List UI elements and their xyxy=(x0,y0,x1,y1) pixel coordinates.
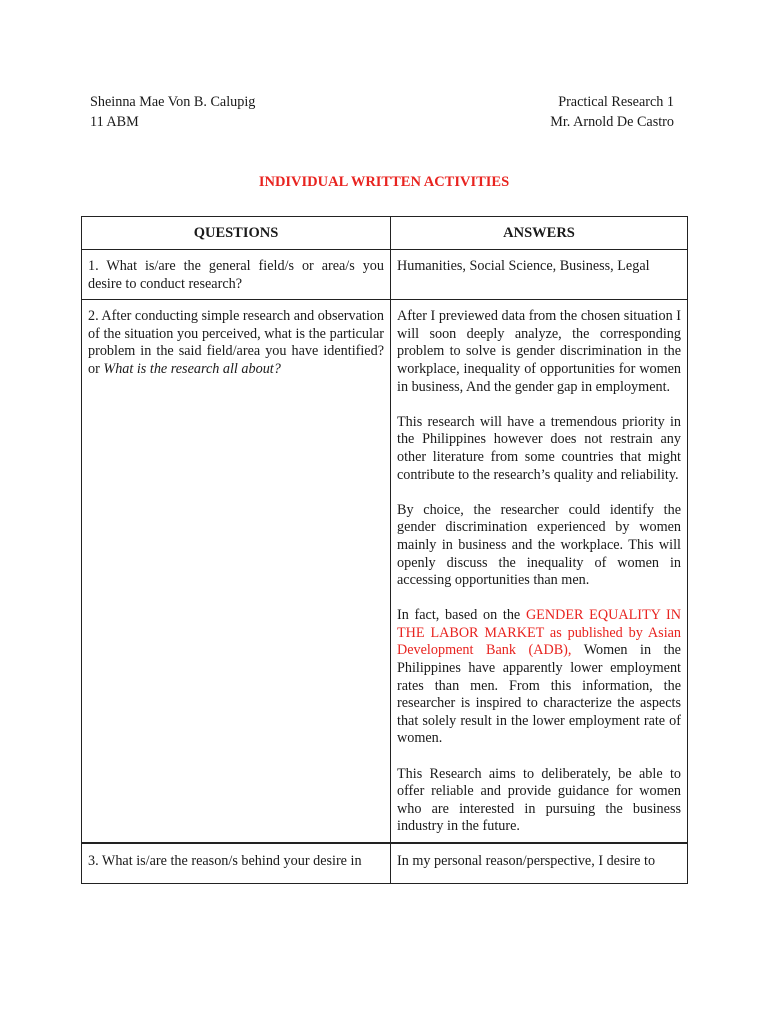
student-name: Sheinna Mae Von B. Calupig xyxy=(90,94,256,110)
answer-text: In fact, based on the xyxy=(397,607,521,624)
table-row xyxy=(82,300,688,843)
answer-paragraph: This Research aims to deliberately, be able to offer reliable and provide guidance for women who are interested in pursuing the business industry in the future. xyxy=(397,765,681,835)
answer-text: Women in the Philippines have apparently lower employment rates than men. From this information, the researcher is inspired to characterize the aspects that solely result in the lower employment rate of women. xyxy=(397,642,681,747)
answer-cell xyxy=(391,300,688,843)
answer-paragraph: This research will have a tremendous priority in the Philippines however does not restrain any other literature from some countries that might contribute to the research’s quality and reliability. xyxy=(397,413,681,483)
question-cell xyxy=(82,300,391,843)
answer-paragraph: After I previewed data from the chosen situation I will soon deeply analyze, the corresponding problem to solve is gender discrimination in the workplace, inequality of opportunities for women in business, And the gender gap in employment. xyxy=(397,308,681,395)
answer-cell xyxy=(391,843,688,884)
document-title: INDIVIDUAL WRITTEN ACTIVITIES xyxy=(258,174,510,190)
table-header-row xyxy=(82,217,688,250)
question-text: 2. After conducting simple research and observation of the situation you perceived, what is the particular problem in the said field/area you have identified? or xyxy=(88,308,384,377)
report-title-highlight: GENDER EQUALITY IN THE LABOR MARKET xyxy=(397,607,682,641)
header-right xyxy=(550,92,674,132)
student-section: 11 ABM xyxy=(90,114,139,130)
question-cell xyxy=(82,843,391,884)
question-italic-text: What is the research all about? xyxy=(103,360,281,377)
table-row xyxy=(82,843,688,884)
header-left xyxy=(90,92,255,132)
table-row xyxy=(82,250,688,300)
publisher-highlight: Asian Development Bank (ADB), xyxy=(397,624,682,659)
answer-paragraph: By choice, the researcher could identify the gender discrimination experienced by women mainly in business and the workplace. This will openly discuss the inequality of women in accessing opportunities than men. xyxy=(397,501,681,589)
subject-name: Practical Research 1 xyxy=(558,94,674,110)
answers-header: ANSWERS xyxy=(391,217,688,250)
qa-table xyxy=(81,216,688,884)
answer-cell: Humanities, Social Science, Business, Legal xyxy=(391,250,688,300)
answer-paragraph xyxy=(397,607,681,748)
answer-text: In my personal reason/perspective, I desire to xyxy=(397,853,656,869)
questions-header: QUESTIONS xyxy=(82,217,391,250)
question-cell: 1. What is/are the general field/s or area/s you desire to conduct research? xyxy=(82,250,391,300)
question-text: 3. What is/are the reason/s behind your desire in xyxy=(88,853,362,869)
teacher-name: Mr. Arnold De Castro xyxy=(550,114,674,130)
published-by-highlight: as published by xyxy=(549,624,643,641)
